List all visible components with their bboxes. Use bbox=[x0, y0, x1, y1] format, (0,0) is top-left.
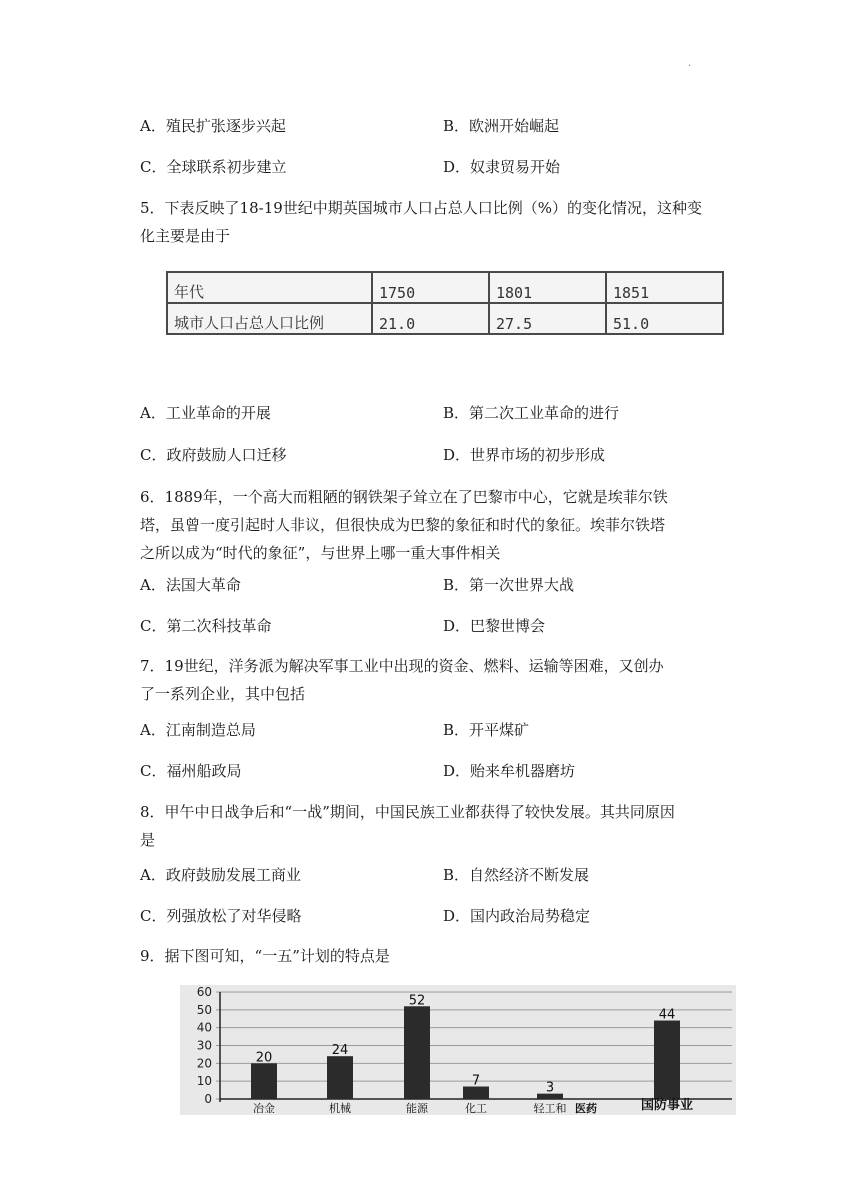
q7-option-b[interactable]: B．开平煤矿 bbox=[443, 721, 530, 739]
data-label: 52 bbox=[408, 993, 426, 1009]
q7-stem bbox=[140, 652, 740, 708]
x-tick-label: 机械 bbox=[329, 1102, 351, 1115]
table-row bbox=[167, 303, 723, 334]
q5-option-d[interactable]: D．世界市场的初步形成 bbox=[443, 446, 606, 464]
q8-option-a[interactable]: A．政府鼓励发展工商业 bbox=[140, 866, 301, 884]
table-cell: 年代 bbox=[167, 272, 372, 303]
q9-bar-chart bbox=[180, 985, 736, 1115]
y-tick-label: 30 bbox=[196, 1038, 212, 1053]
header-mark: . bbox=[688, 58, 692, 69]
table-cell: 51.0 bbox=[606, 303, 723, 334]
q6-option-c[interactable]: C．第二次科技革命 bbox=[140, 617, 272, 635]
q5-stem-line2: 化主要是由于 bbox=[140, 227, 231, 245]
y-tick-label: 50 bbox=[196, 1002, 212, 1017]
q6-option-b[interactable]: B．第一次世界大战 bbox=[443, 576, 575, 594]
x-tick-label: 能源 bbox=[406, 1102, 428, 1115]
q5-option-c[interactable]: C．政府鼓励人口迁移 bbox=[140, 446, 287, 464]
q8-stem-line2: 是 bbox=[140, 831, 156, 849]
table-cell: 城市人口占总人口比例 bbox=[167, 303, 372, 334]
y-tick-label: 0 bbox=[204, 1092, 212, 1106]
chart-svg bbox=[180, 985, 736, 1115]
q4-option-a[interactable]: A．殖民扩张逐步兴起 bbox=[140, 117, 286, 135]
q7-option-a[interactable]: A．江南制造总局 bbox=[140, 721, 256, 739]
q6-stem-line1: 6．1889年，一个高大而粗陋的钢铁架子耸立在了巴黎市中心，它就是埃菲尔铁 bbox=[140, 488, 668, 506]
q8-stem bbox=[140, 798, 740, 854]
chart-bar bbox=[654, 1021, 680, 1099]
q5-stem bbox=[140, 194, 740, 250]
x-tick-label: 国防事业 bbox=[640, 1098, 694, 1113]
x-tick-label: 冶金 bbox=[253, 1102, 275, 1115]
data-label: 7 bbox=[471, 1073, 481, 1089]
q5-stem-line1: 5．下表反映了18-19世纪中期英国城市人口占总人口比例（%）的变化情况，这种变 bbox=[140, 199, 703, 217]
q5-population-table bbox=[166, 271, 724, 335]
q8-option-b[interactable]: B．自然经济不断发展 bbox=[443, 866, 590, 884]
table-cell: 21.0 bbox=[372, 303, 489, 334]
q6-option-d[interactable]: D．巴黎世博会 bbox=[443, 617, 546, 635]
table-cell: 1801 bbox=[489, 272, 606, 303]
q6-option-a[interactable]: A．法国大革命 bbox=[140, 576, 241, 594]
data-label: 24 bbox=[331, 1043, 349, 1059]
q6-stem bbox=[140, 483, 740, 567]
x-tick-label: 化工 bbox=[465, 1102, 487, 1115]
q8-option-d[interactable]: D．国内政治局势稳定 bbox=[443, 907, 591, 925]
q7-option-d[interactable]: D．贻来牟机器磨坊 bbox=[443, 762, 576, 780]
table-cell: 1750 bbox=[372, 272, 489, 303]
y-tick-label: 20 bbox=[196, 1056, 212, 1071]
y-tick-label: 40 bbox=[196, 1020, 212, 1035]
q6-stem-line2: 塔，虽曾一度引起时人非议，但很快成为巴黎的象征和时代的象征。埃菲尔铁塔 bbox=[140, 516, 666, 534]
q5-table-container bbox=[166, 271, 724, 335]
table-cell: 27.5 bbox=[489, 303, 606, 334]
q6-stem-line3: 之所以成为“时代的象征”，与世界上哪一重大事件相关 bbox=[140, 544, 501, 562]
x-tick-label: 医药 bbox=[575, 1102, 597, 1115]
data-label: 3 bbox=[545, 1080, 555, 1096]
x-tick-label: 轻工和 bbox=[533, 1102, 567, 1115]
q4-option-d[interactable]: D．奴隶贸易开始 bbox=[443, 158, 561, 176]
q7-option-c[interactable]: C．福州船政局 bbox=[140, 762, 242, 780]
table-cell: 1851 bbox=[606, 272, 723, 303]
q7-stem-line1: 7．19世纪，洋务派为解决军事工业中出现的资金、燃料、运输等困难，又创办 bbox=[140, 657, 664, 675]
q5-option-a[interactable]: A．工业革命的开展 bbox=[140, 404, 271, 422]
q8-option-c[interactable]: C．列强放松了对华侵略 bbox=[140, 907, 302, 925]
data-label: 20 bbox=[255, 1050, 273, 1066]
chart-bar bbox=[404, 1006, 430, 1099]
q5-option-b[interactable]: B．第二次工业革命的进行 bbox=[443, 404, 620, 422]
q8-stem-line1: 8．甲午中日战争后和“一战”期间，中国民族工业都获得了较快发展。其共同原因 bbox=[140, 803, 675, 821]
q4-option-c[interactable]: C．全球联系初步建立 bbox=[140, 158, 287, 176]
q9-stem: 9．据下图可知，“一五”计划的特点是 bbox=[140, 947, 390, 965]
y-tick-label: 10 bbox=[196, 1074, 212, 1089]
table-header-row bbox=[167, 272, 723, 303]
q4-option-b[interactable]: B．欧洲开始崛起 bbox=[443, 117, 560, 135]
chart-bar bbox=[251, 1063, 277, 1099]
data-label: 44 bbox=[658, 1007, 676, 1023]
chart-bar bbox=[327, 1056, 353, 1099]
q7-stem-line2: 了一系列企业，其中包括 bbox=[140, 685, 306, 703]
y-tick-label: 60 bbox=[196, 985, 212, 999]
